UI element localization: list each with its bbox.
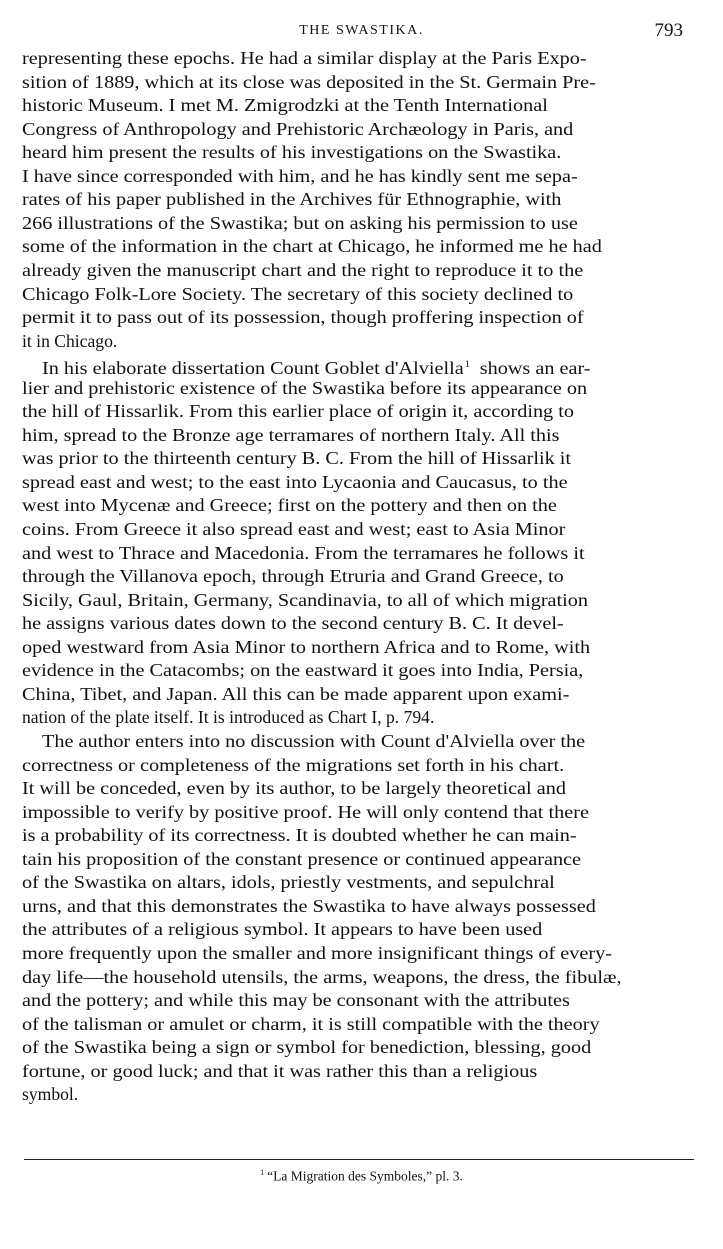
text-line: symbol. (22, 1084, 79, 1105)
text-line: impossible to verify by positive proof. He will only contend that there (22, 801, 589, 822)
text-line-tail: shows an ear- (479, 358, 591, 379)
footnote-reference[interactable]: 1 (464, 359, 471, 370)
text-line: through the Villanova epoch, through Etruria and Grand Greece, to (22, 566, 564, 587)
text-line: It will be conceded, even by its author, to be largely theoretical and (22, 778, 566, 799)
text-line: The author enters into no discussion with Count d'Alviella over the (42, 731, 586, 751)
text-line: correctness or completeness of the migrations set forth in his chart. (22, 754, 565, 775)
page-number: 793 (654, 20, 683, 41)
text-line: permit it to pass out of its possession, though proffering inspection of (22, 307, 584, 328)
text-line: Chicago Folk-Lore Society. The secretary of this society declined to (22, 283, 574, 304)
text-line: the hill of Hissarlik. From this earlier place of origin it, according to (22, 401, 574, 422)
text-line: coins. From Greece it also spread east and west; east to Asia Minor (22, 519, 566, 539)
text-line: fortune, or good luck; and that it was rather this than a religious (22, 1060, 538, 1081)
running-title: THE SWASTIKA. (299, 23, 424, 38)
text-line: In his elaborate dissertation Count Goblet d'Alviella$^1$ shows an ear- (42, 358, 591, 379)
text-line: urns, and that this demonstrates the Swastika to have always possessed (22, 895, 596, 916)
text-line: evidence in the Catacombs; on the eastward it goes into India, Persia, (22, 660, 584, 681)
text-line: lier and prehistoric existence of the Swastika before its appearance on (22, 377, 588, 398)
text-line: of the talisman or amulet or charm, it is still compatible with the theory (22, 1013, 600, 1034)
text-line: some of the information in the chart at Chicago, he informed me he had (22, 236, 602, 257)
text-line: spread east and west; to the east into Lycaonia and Caucasus, to the (22, 471, 568, 492)
text-line: it in Chicago. (22, 330, 118, 351)
text-line: and the pottery; and while this may be consonant with the attributes (22, 990, 570, 1010)
text-line: historic Museum. I met M. Zmigrodzki at the Tenth International (22, 95, 548, 116)
text-line: 266 illustrations of the Swastika; but on asking his permission to use (22, 212, 578, 233)
text-line: rates of his paper published in the Archives für Ethnographie, with (22, 189, 562, 210)
text-line: he assigns various dates down to the second century B. C. It devel- (22, 613, 564, 634)
text-line: day life—the household utensils, the arms, weapons, the dress, the fibulæ, (22, 966, 622, 987)
text-line: west into Mycenæ and Greece; first on the pottery and then on the (22, 495, 557, 516)
text-line: I have since corresponded with him, and he has kindly sent me sepa- (22, 165, 578, 186)
footnote-text: “La Migration des Symboles,” pl. 3. (267, 1168, 463, 1184)
footnote-marker: 1 (260, 1168, 265, 1177)
text-line: the attributes of a religious symbol. It appears to have been used (22, 919, 543, 940)
footnote (0, 1168, 723, 1185)
text-line: was prior to the thirteenth century B. C. From the hill of Hissarlik it (22, 448, 572, 469)
text-line: China, Tibet, and Japan. All this can be made apparent upon exami- (22, 683, 570, 704)
text-line: already given the manuscript chart and the right to reproduce it to the (22, 260, 584, 280)
running-head (0, 20, 723, 44)
text-line: Congress of Anthropology and Prehistoric Archæology in Paris, and (22, 118, 574, 139)
text-line: Sicily, Gaul, Britain, Germany, Scandinavia, to all of which migration (22, 589, 589, 610)
text-line: of the Swastika on altars, idols, priestly vestments, and sepulchral (22, 872, 555, 893)
text-line: representing these epochs. He had a similar display at the Paris Expo- (22, 48, 587, 68)
footnote-rule (24, 1159, 694, 1160)
text-line: tain his proposition of the constant presence or continued appearance (22, 848, 582, 869)
text-line: sition of 1889, which at its close was deposited in the St. Germain Pre- (22, 71, 596, 92)
text-line: him, spread to the Bronze age terramares of northern Italy. All this (22, 424, 560, 445)
text-line: and west to Thrace and Macedonia. From the terramares he follows it (22, 542, 585, 563)
text-line: nation of the plate itself. It is introduced as Chart I, p. 794. (22, 707, 435, 728)
text-line: heard him present the results of his investigations on the Swastika. (22, 142, 562, 163)
text-line: more frequently upon the smaller and more insignificant things of every- (22, 942, 612, 963)
text-line: oped westward from Asia Minor to northern Africa and to Rome, with (22, 636, 591, 657)
text-line: is a probability of its correctness. It is doubted whether he can main- (22, 825, 577, 846)
text-line: of the Swastika being a sign or symbol for benediction, blessing, good (22, 1037, 592, 1058)
